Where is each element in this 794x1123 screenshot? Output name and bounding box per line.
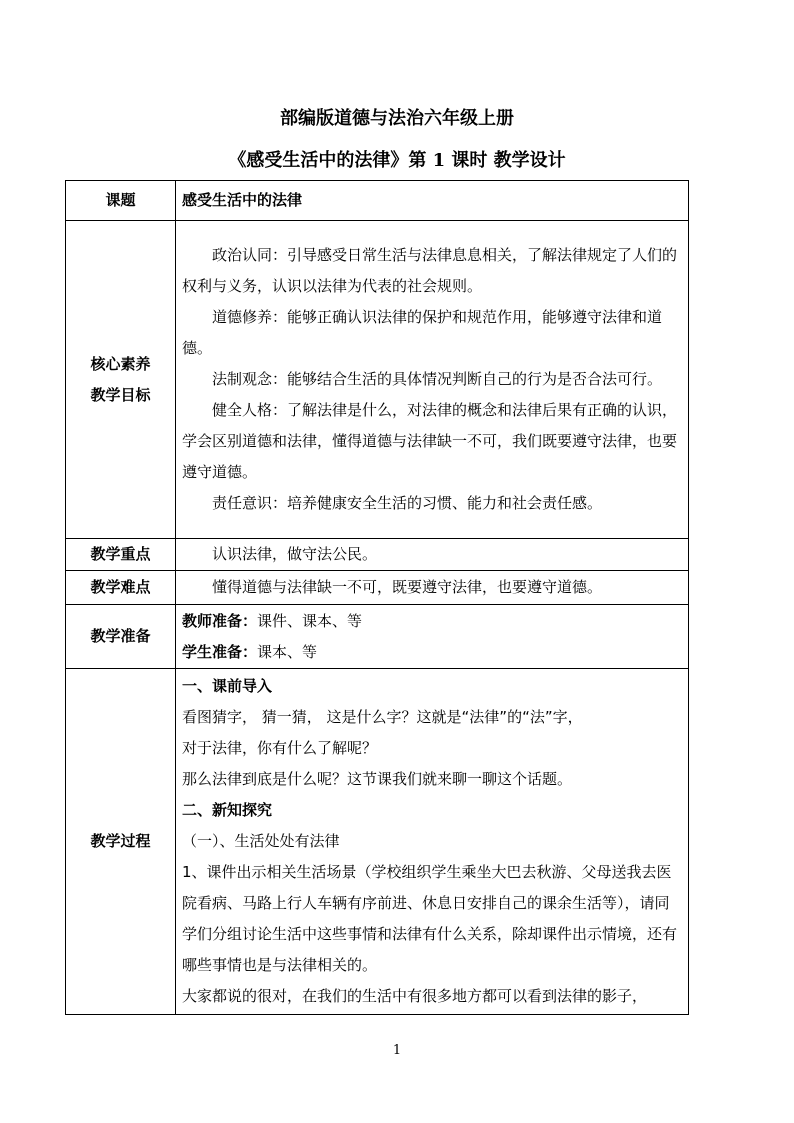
- prep-label: 教学准备: [66, 605, 176, 669]
- process-paragraph: 大家都说的很对，在我们的生活中有很多地方都可以看到法律的影子，: [182, 987, 648, 1005]
- process-paragraph: 看图猜字， 猜一猜， 这是什么字？这就是“法律”的“法”字，: [182, 708, 583, 726]
- student-prep: [182, 637, 682, 668]
- goal-item: 健全人格：了解法律是什么，对法律的概念和法律后果有正确的认识，学会区别道德和法律，懂得道德与法律缺一不可，我们既要遵守法律，也要遵守道德。: [182, 401, 678, 481]
- goal-item: 责任意识：培养健康安全生活的习惯、能力和社会责任感。: [212, 494, 603, 512]
- table-row-goals: [66, 221, 689, 539]
- topic-label: 课题: [66, 181, 176, 221]
- goals-label-line1: 核心素养: [90, 354, 151, 373]
- table-row-key: [66, 539, 689, 571]
- teacher-prep-value: 课件、课本、等: [257, 611, 363, 630]
- difficulty-label: 教学难点: [66, 571, 176, 605]
- key-value: 认识法律，做守法公民。: [176, 539, 689, 571]
- goal-item: 法制观念：能够结合生活的具体情况判断自己的行为是否合法可行。: [212, 370, 663, 388]
- document-title: 部编版道德与法治六年级上册: [280, 108, 514, 129]
- prep-content: [176, 605, 689, 669]
- process-paragraph: 1、课件出示相关生活场景（学校组织学生乘坐大巴去秋游、父母送我去医院看病、马路上行人车辆有序前进、休息日安排自己的课余生活等），请同学们分组讨论生活中这些事情和法律有什么关系，除却课件出示情境，还有哪些事情也是与法律相关的。: [182, 863, 678, 974]
- table-row-difficulty: [66, 571, 689, 605]
- teacher-prep-label: 教师准备：: [182, 611, 258, 630]
- goal-item: 道德修养：能够正确认识法律的保护和规范作用，能够遵守法律和道德。: [182, 308, 663, 357]
- subsection-heading: （一）、生活处处有法律: [182, 832, 340, 850]
- section-heading: 二、新知探究: [182, 801, 273, 819]
- goals-label: [66, 221, 176, 539]
- section-heading: 一、课前导入: [182, 677, 273, 695]
- process-label: 教学过程: [66, 669, 176, 1015]
- lesson-plan-table: [65, 180, 689, 1015]
- table-row-prep: [66, 605, 689, 669]
- process-content: [176, 669, 689, 1015]
- document-subtitle: 《感受生活中的法律》第 1 课时 教学设计: [228, 150, 566, 171]
- goals-label-line2: 教学目标: [90, 385, 151, 404]
- table-row-process: [66, 669, 689, 1015]
- process-paragraph: 那么法律到底是什么呢？这节课我们就来聊一聊这个话题。: [182, 770, 573, 788]
- page-number: 1: [392, 1043, 402, 1058]
- goals-content: [176, 221, 689, 539]
- key-label: 教学重点: [66, 539, 176, 571]
- table-row-topic: [66, 181, 689, 221]
- topic-value: 感受生活中的法律: [176, 181, 689, 221]
- difficulty-value: 懂得道德与法律缺一不可，既要遵守法律，也要遵守道德。: [176, 571, 689, 605]
- student-prep-label: 学生准备：: [182, 642, 258, 661]
- teacher-prep: [182, 606, 682, 637]
- goal-item: 政治认同：引导感受日常生活与法律息息相关，了解法律规定了人们的权利与义务，认识以法律为代表的社会规则。: [182, 246, 678, 295]
- student-prep-value: 课本、等: [257, 642, 318, 661]
- process-paragraph: 对于法律，你有什么了解呢？: [182, 739, 378, 757]
